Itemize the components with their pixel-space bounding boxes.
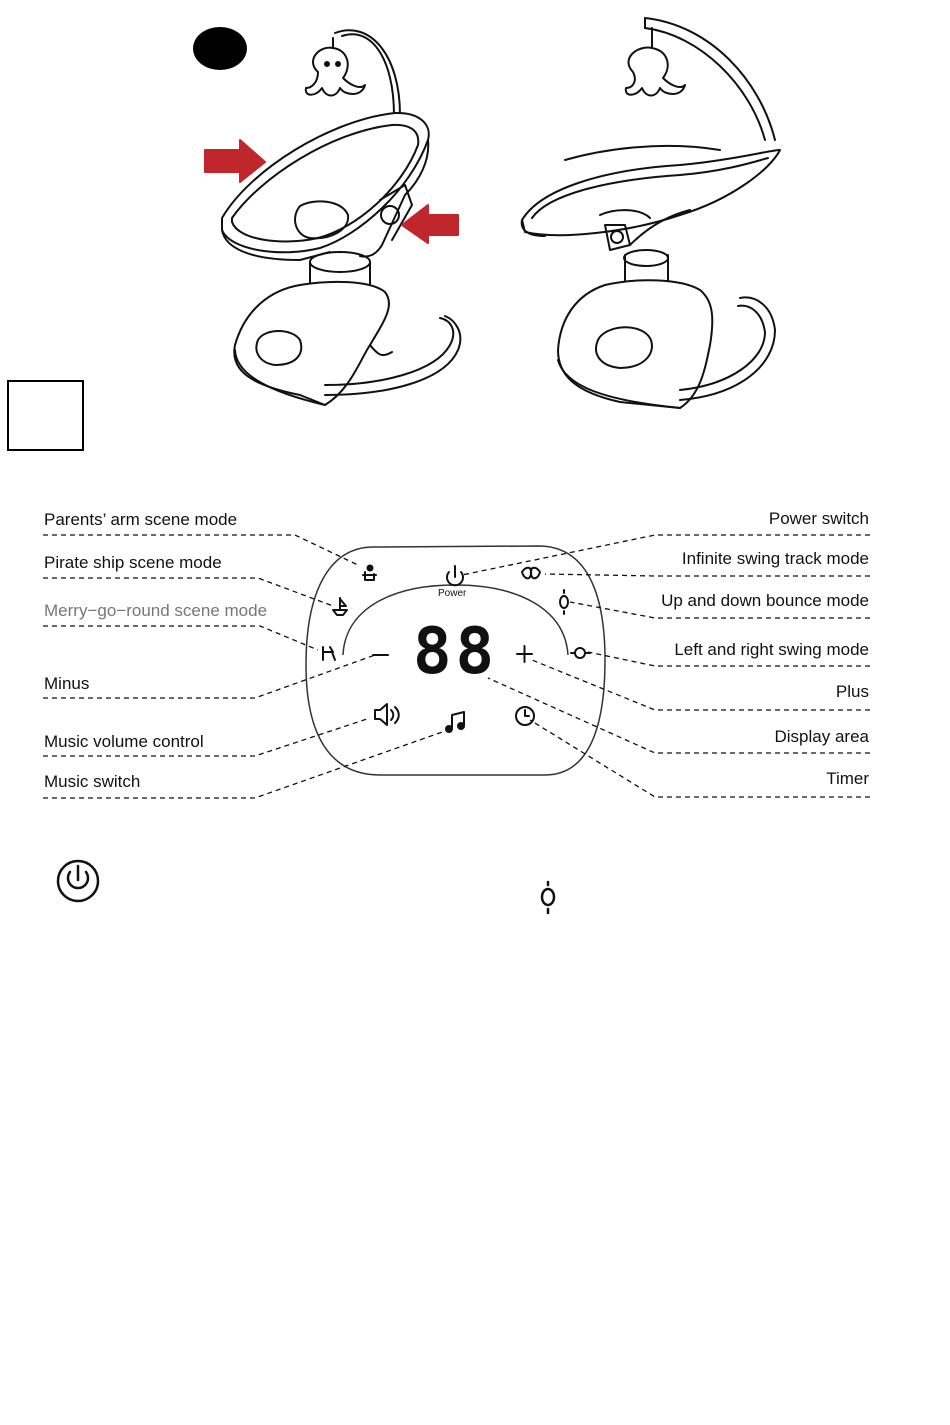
- label-music-volume-control: Music volume control: [44, 732, 204, 751]
- power-caption: Power: [438, 588, 467, 599]
- label-pirate-ship-mode: Pirate ship scene mode: [44, 553, 222, 572]
- merry-go-round-icon: [323, 647, 335, 660]
- power-icon-large: [58, 861, 98, 901]
- label-timer: Timer: [826, 769, 869, 788]
- bounce-icon-large: [542, 882, 554, 913]
- label-parents-arm-mode: Parents’ arm scene mode: [44, 510, 238, 529]
- bounce-mode-icon: [560, 590, 568, 614]
- music-note-icon: [446, 712, 464, 732]
- power-switch-icon: [447, 566, 463, 585]
- plus-icon: [517, 646, 532, 662]
- display-area: 88: [413, 615, 499, 689]
- infinite-swing-icon: [522, 568, 540, 579]
- volume-icon: [375, 704, 399, 725]
- timer-icon: [516, 707, 534, 725]
- pirate-ship-icon: [333, 598, 347, 615]
- label-merry-go-round-mode: Merry−go−round scene mode: [44, 601, 268, 620]
- label-infinite-swing-mode: Infinite swing track mode: [681, 549, 869, 568]
- label-music-switch: Music switch: [44, 772, 141, 791]
- label-minus: Minus: [44, 674, 90, 693]
- label-bounce-mode: Up and down bounce mode: [661, 591, 869, 610]
- label-display-area: Display area: [774, 727, 869, 746]
- label-plus: Plus: [835, 682, 869, 701]
- left-right-swing-icon: [571, 648, 590, 658]
- label-left-right-swing-mode: Left and right swing mode: [674, 640, 869, 659]
- parents-arm-icon: [363, 566, 376, 581]
- label-power-switch: Power switch: [768, 509, 869, 528]
